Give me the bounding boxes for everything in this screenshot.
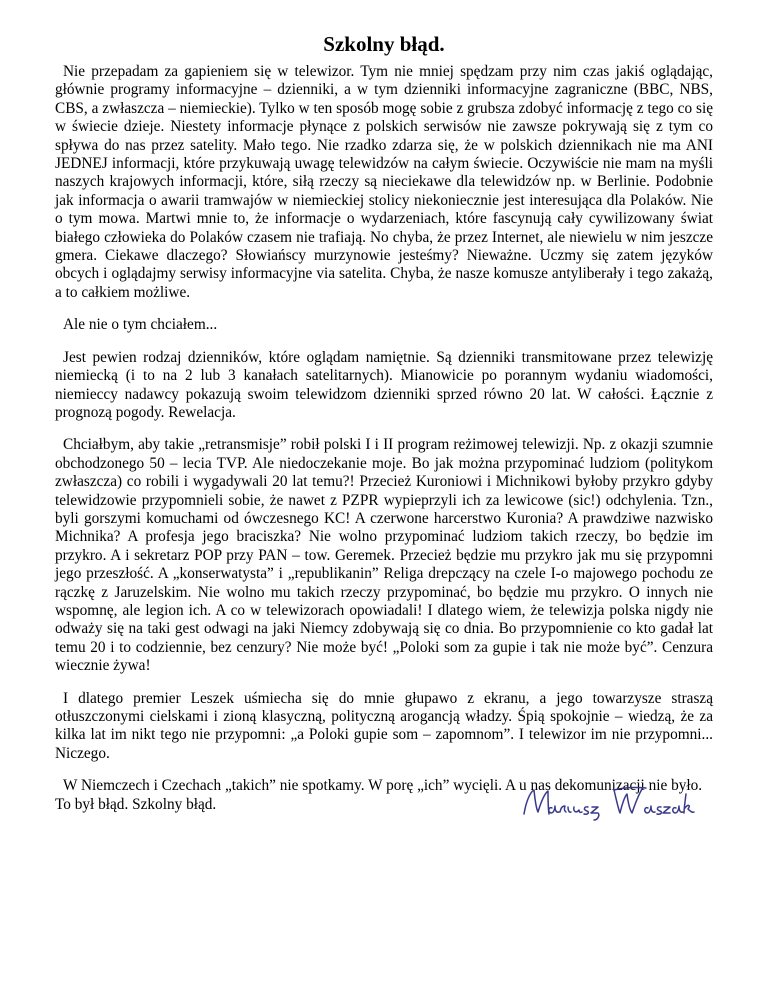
document-title: Szkolny błąd.: [323, 32, 445, 56]
paragraph-2: Ale nie o tym chciałem...: [63, 316, 218, 334]
handwritten-signature: [518, 782, 698, 824]
paragraph-4: Chciałbym, aby takie „retransmisje” robił polski I i II program reżimowej telewizji. Np. z okazji szumnie obchodzonego 50 – lecia TVP. Ale niedoczekanie moje. Bo jak można przypominać ludziom (politykom zwłaszcza) co robili i wygadywali 20 lat temu?! Przecież Kuroniowi i Michnikowi byłoby przykro gdyby telewidzowie przypomnieli sobie, że nawet z PZPR wypieprzyli ich za lewicowe (sic!) odchylenia. Tzn., byli gorszymi komuchami od ówczesnego KC! A czerwone harcerstwo Kuronia? A prawdziwe nazwisko Michnika? A profesja jego braciszka? Nie wolno przypominać ludziom takich rzeczy, bo będzie im przykro. A i sekretarz POP przy PAN – tow. Geremek. Przecież będzie mu przykro jak mu się przypomni jego przeszłość. A „konserwatysta” i „republikanin” Religa drepczący na czele I-o majowego pochodu ze rączkę z Jaruzelskim. Nie wolno mu takich rzeczy przypominać, bo będzie mu przykro. O innych nie wspomnę, ale legion ich. A co w telewizorach opowiadali! I dlatego wiem, że telewizja polska nigdy nie odważy się na taki gest odwagi na jaki Niemcy zdobywają się co dnia. Bo przypomnienie co kto gadał lat temu 20 i to codziennie, bez cenzury? Nie może być! „Poloki som za gupie i tak nie może być”. Cenzura wiecznie żywa!: [55, 436, 713, 675]
paragraph-5: I dlatego premier Leszek uśmiecha się do mnie głupawo z ekranu, a jego towarzysze straszą otłuszczonymi cielskami i zioną klasyczną, polityczną arogancją władzy. Śpią spokojnie – wiedzą, że za kilka lat im nikt tego nie przypomni: „a Poloki gupie som – zapomnom”. I telewizor im nie przypomni... Niczego.: [55, 689, 713, 762]
paragraph-1: Nie przepadam za gapieniem się w telewizor. Tym nie mniej spędzam przy nim czas jakiś oglądając, głównie programy informacyjne – dzienniki, a w tym dzienniki informacyjne zagraniczne (BBC, NBS, CBS, a zwłaszcza – niemieckie). Tylko w ten sposób mogę sobie z grubsza zdobyć informację z tego co się w świecie dzieje. Niestety informacje płynące z polskich serwisów nie zawsze pokrywają się z tym co spływa do nas przez satelity. Mało tego. Nie rzadko zdarza się, że w polskich dziennikach nie ma ANI JEDNEJ informacji, które przykuwają uwagę telewidzów na całym świecie. Oczywiście nie mam na myśli naszych krajowych informacji, które, siłą rzeczy są nieciekawe dla telewidzów np. w Berlinie. Podobnie jak informacja o awarii tramwajów w niemieckiej stolicy niekoniecznie jest interesująca dla Polaków. Nie o tym mowa. Martwi mnie to, że informacje o wydarzeniach, które fascynują cały cywilizowany świat białego człowieka do Polaków czasem nie trafiają. No chyba, że przez Internet, ale niewielu w nim jeszcze gmera. Ciekawe dlaczego? Słowiańscy murzynowie jesteśmy? Nieważne. Uczmy się zatem języków obcych i oglądajmy serwisy informacyjne via satelita. Chyba, że nasze komusze antyliberały i tego zakażą, a to całkiem możliwe.: [55, 63, 713, 301]
paragraph-3: Jest pewien rodzaj dzienników, które oglądam namiętnie. Są dzienniki transmitowane przez telewizję niemiecką (i to na 2 lub 3 kanałach satelitarnych). Mianowicie po porannym wydaniu wiadomości, niemieccy nadawcy pokazują swoim telewidzom dzienniki sprzed równo 20 lat. W całości. Łącznie z prognozą pogody. Rewelacja.: [55, 348, 713, 421]
paragraph-6: W Niemczech i Czechach „takich” nie spotkamy. W porę „ich” wycięli. A u nas dekomunizacji nie było. To był błąd. Szkolny błąd.: [55, 777, 703, 813]
document-body: [55, 63, 713, 828]
